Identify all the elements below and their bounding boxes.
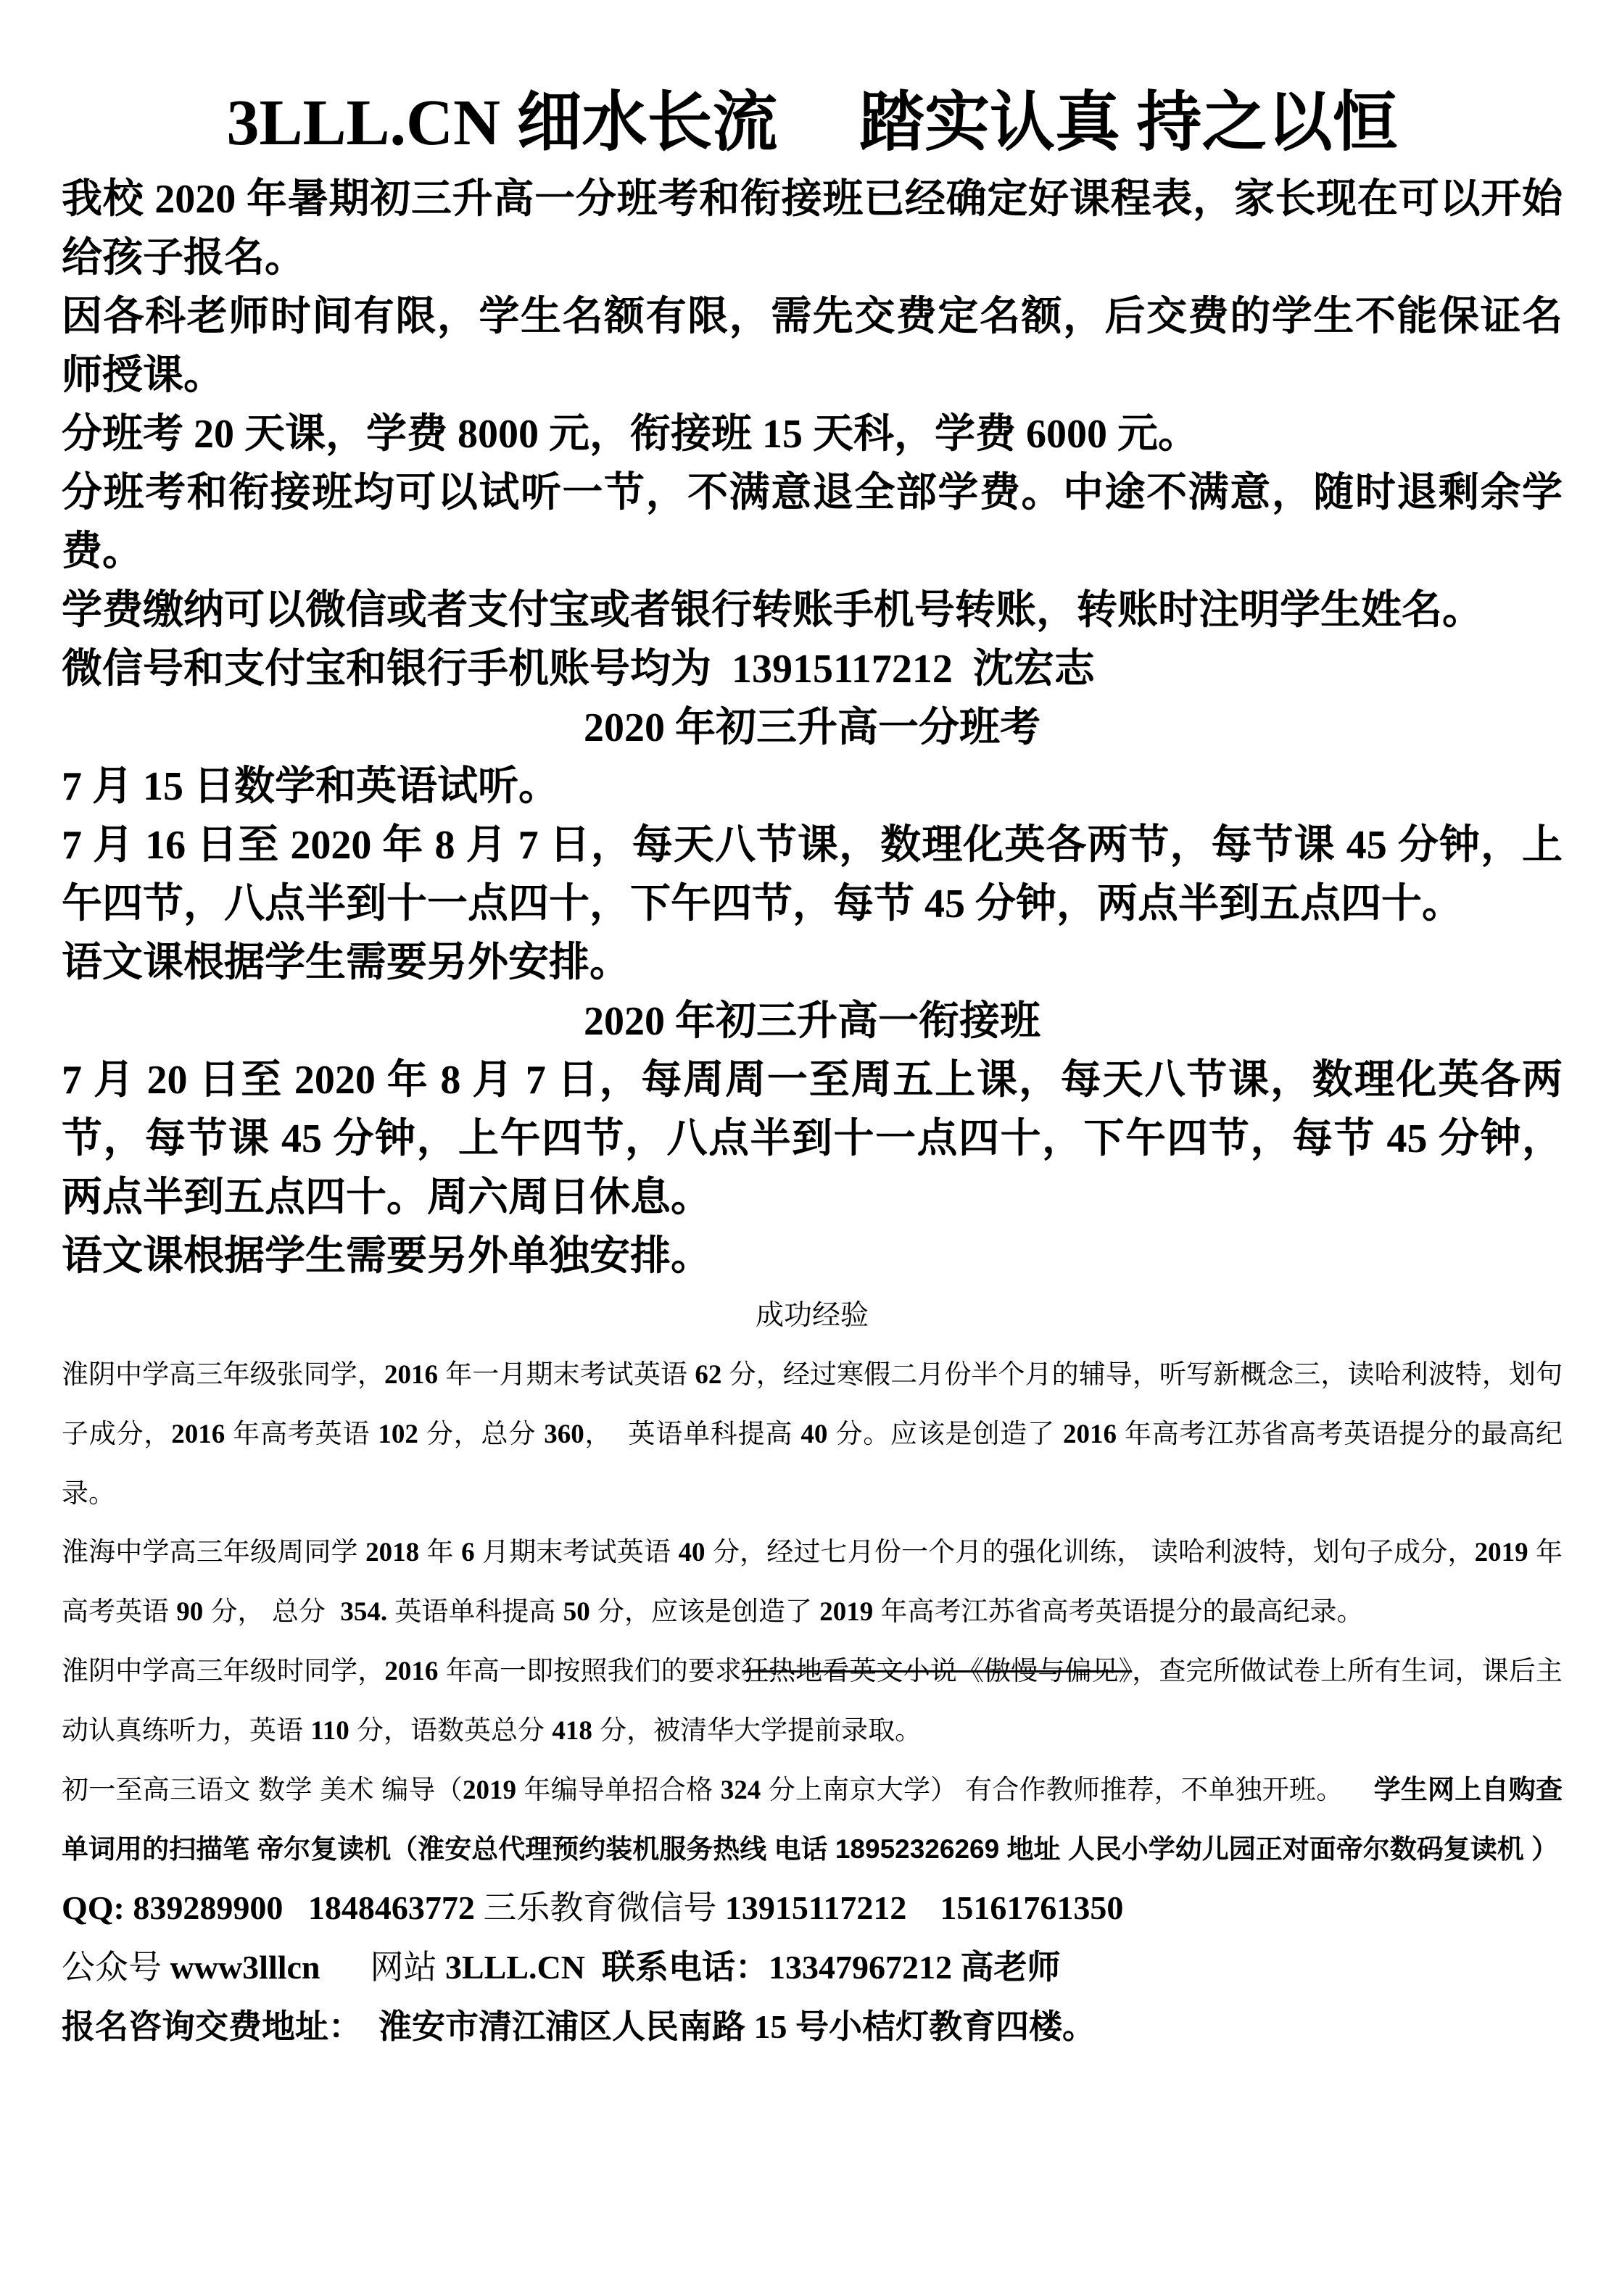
text-run: 2019 [463, 1775, 516, 1805]
bridge-schedule-paragraph [62, 1051, 1563, 1227]
text-run: 我校 2020 年暑期初三升高一分班考和衔接班已经确定好课程表，家长现在可以开始给孩子报名。 [62, 177, 1563, 281]
text-run: 2020 年初三升高一衔接班 [584, 999, 1040, 1044]
text-run: 分，经过寒假二月份半个月的辅导，听写新概念三，读哈利波特，划句子成分， [62, 1359, 1563, 1449]
text-run: 月期末考试英语 [474, 1537, 679, 1567]
text-run: 学生网上自购查单词用的扫描笔 帝尔复读机（淮安总代理预约装机服务热线 电话 [62, 1775, 1563, 1864]
text-run: 地址 人民小学幼儿园正对面帝尔数码复读机 ） [999, 1834, 1559, 1864]
intro-paragraph [62, 170, 1563, 288]
text-run: 2020 年初三升高一分班考 [584, 705, 1040, 750]
success-story-1 [62, 1345, 1563, 1522]
text-run: 2016 [171, 1420, 225, 1449]
text-run: 2016 [384, 1360, 438, 1390]
text-run: 分上南京大学） 有合作教师推荐，不单独开班。 [761, 1775, 1344, 1804]
text-run: 7 月 15 日数学和英语试听。 [62, 764, 559, 809]
contact-address-line [62, 1997, 1563, 2057]
text-run: 324 [720, 1775, 761, 1805]
text-run [1343, 1775, 1373, 1804]
text-run: 年高考英语 [62, 1537, 1563, 1626]
success-story-3 [62, 1641, 1563, 1760]
text-run: 90 [176, 1597, 204, 1627]
chinese-arrangement-note-2 [62, 1227, 1563, 1286]
text-run: 语文课根据学生需要另外单独安排。 [62, 1234, 711, 1279]
chinese-arrangement-note-1 [62, 934, 1563, 992]
text-run: 报名咨询交费地址： 淮安市清江浦区人民南路 15 号小桔灯教育四楼。 [62, 2008, 1096, 2045]
text-run: 7 月 20 日至 2020 年 8 月 7 日，每周周一至周五上课，每天八节课，数理化英各两节，每节课 45 分钟，上午四节，八点半到十一点四十，下午四节，每节 45 分钟，两点半到五点四十。周六周日休息。 [62, 1058, 1563, 1220]
text-run: 18952326269 [835, 1834, 1000, 1864]
text-run: 年 [419, 1537, 462, 1567]
text-run: 分。应该是创造了 [827, 1419, 1063, 1449]
document-blocks [62, 170, 1563, 2057]
text-run: ， 英语单科提高 [584, 1419, 801, 1449]
text-run: 年高考江苏省高考英语提分的最高纪录。 [873, 1596, 1364, 1626]
other-programs-paragraph [62, 1760, 1563, 1878]
text-run: 2018 [365, 1538, 420, 1567]
text-run: 2016 [384, 1657, 439, 1686]
text-run: QQ: 839289900 1848463772 [62, 1889, 484, 1926]
text-run: 年编导单招合格 [516, 1775, 721, 1804]
text-run: ，查完所做试卷上所有生词，课后主动认真练听力，英语 [62, 1656, 1563, 1745]
text-run: 40 [678, 1538, 706, 1567]
text-run: 110 [310, 1716, 349, 1746]
text-run: 分班考和衔接班均可以试听一节，不满意退全部学费。中途不满意，随时退剩余学费。 [62, 471, 1563, 574]
text-run: 62 [695, 1360, 722, 1390]
text-run: 年一月期末考试英语 [437, 1359, 695, 1389]
heading-placement-exam [62, 699, 1563, 758]
text-run: 6 [461, 1538, 475, 1567]
placement-schedule-paragraph [62, 816, 1563, 934]
text-run: 网站 [320, 1949, 445, 1986]
document-title: 3LLL.CN 细水长流 踏实认真 持之以恒 [226, 87, 1398, 159]
text-run: 2019 [819, 1597, 874, 1627]
text-run: 年高考江苏省高考英语提分的最高纪录。 [62, 1419, 1563, 1508]
text-run: 13915117212 15161761350 [724, 1889, 1124, 1926]
text-run: 初一至高三语文 数学 美术 编导（ [62, 1775, 463, 1804]
fees-paragraph [62, 405, 1563, 464]
text-run: 因各科老师时间有限，学生名额有限，需先交费定名额，后交费的学生不能保证名师授课。 [62, 294, 1563, 398]
text-run: 50 [563, 1597, 590, 1627]
text-run: 分，应该是创造了 [589, 1596, 820, 1626]
text-run: 40 [800, 1420, 828, 1449]
text-run: 公众号 [62, 1949, 170, 1986]
text-run: 102 [378, 1420, 418, 1449]
text-run: 狂热地看英文小说《傲慢与偏见》 [742, 1656, 1133, 1686]
text-run: 英语单科提高 [387, 1596, 563, 1626]
heading-bridge-class [62, 992, 1563, 1051]
text-run: 2016 [1062, 1420, 1117, 1449]
capacity-notice-paragraph [62, 288, 1563, 405]
text-run: 年高一即按照我们的要求 [438, 1656, 742, 1686]
refund-policy-paragraph [62, 464, 1563, 581]
text-run: 418 [552, 1716, 592, 1746]
text-run: 语文课根据学生需要另外安排。 [62, 940, 630, 985]
text-run: 淮阴中学高三年级张同学， [62, 1359, 384, 1389]
text-run: 成功经验 [755, 1300, 869, 1331]
text-run: 分， 总分 [203, 1596, 341, 1626]
text-run: 分，语数英总分 [349, 1715, 553, 1745]
text-run: 分，总分 [418, 1419, 545, 1449]
text-run: 联系电话：13347967212 高老师 [584, 1949, 1061, 1986]
payment-methods-paragraph [62, 581, 1563, 640]
text-run: 2019 [1474, 1538, 1528, 1567]
contact-qq-line [62, 1878, 1563, 1938]
success-stories-subheading [62, 1286, 1563, 1345]
text-run: 分班考 20 天课，学费 8000 元，衔接班 15 天科，学费 6000 元。 [62, 412, 1199, 457]
text-run: 3LLL.CN [445, 1949, 585, 1986]
payment-account-paragraph [62, 640, 1563, 699]
success-story-2 [62, 1522, 1563, 1641]
text-run: 354. [340, 1597, 388, 1627]
text-run: 7 月 16 日至 2020 年 8 月 7 日，每天八节课，数理化英各两节，每节课 45 分钟，上午四节，八点半到十一点四十，下午四节，每节 45 分钟，两点半到五点四十。 [62, 823, 1563, 927]
text-run: 淮海中学高三年级周同学 [62, 1537, 366, 1567]
trial-date-paragraph [62, 758, 1563, 816]
text-run: 三乐教育微信号 [483, 1889, 725, 1926]
text-run: 年高考英语 [225, 1419, 378, 1449]
text-run: 分，被清华大学提前录取。 [592, 1715, 922, 1745]
text-run: 淮阴中学高三年级时同学， [62, 1656, 385, 1686]
text-run: www3lllcn [170, 1949, 320, 1986]
contact-web-line [62, 1938, 1563, 1997]
text-run: 360 [544, 1420, 584, 1449]
text-run: 微信号和支付宝和银行手机账号均为 13915117212 沈宏志 [62, 647, 1095, 692]
text-run: 分，经过七月份一个月的强化训练， 读哈利波特，划句子成分， [705, 1537, 1475, 1567]
text-run: 学费缴纳可以微信或者支付宝或者银行转账手机号转账，转账时注明学生姓名。 [62, 588, 1483, 633]
